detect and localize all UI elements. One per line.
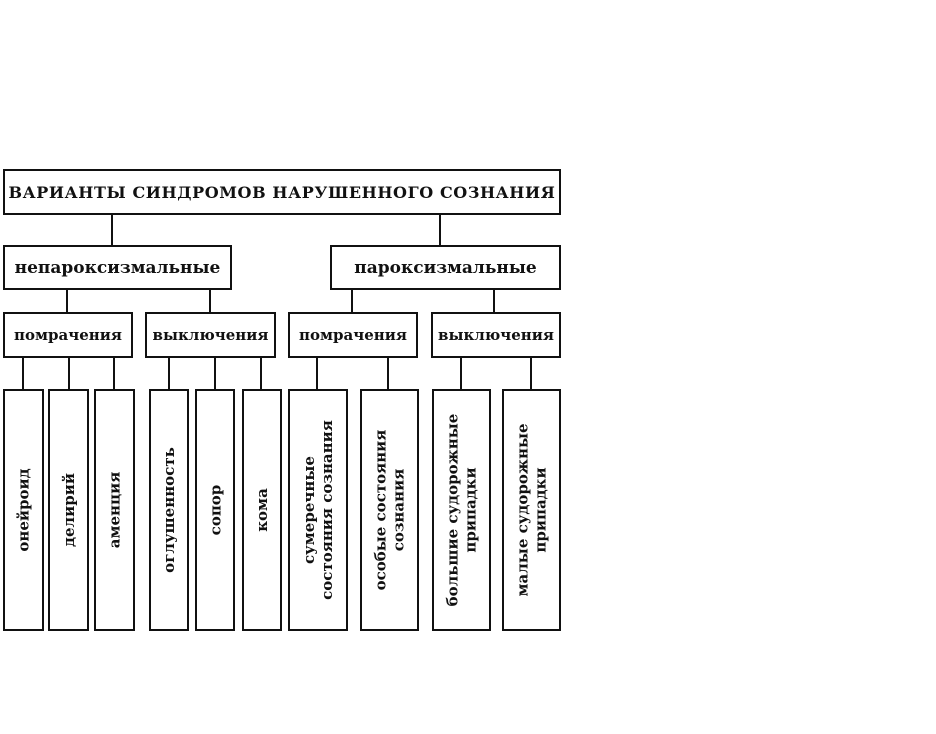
leaf-sopor-text: сопор [206,484,224,536]
connector-parox-r [493,289,495,312]
subgroup-parox-shutdown-label: выключения [438,326,554,344]
leaf-stupefaction [149,389,189,631]
subgroup-parox-clouding-label: помрачения [299,326,407,344]
group-nonparoxysmal [3,245,232,290]
leaf-petit-mal-seizures-line1: малые судорожные [513,423,532,597]
leaf-twilight-states [288,389,348,631]
leaf-delirium-text: делирий [59,473,78,547]
connector-leaf-4 [168,357,170,389]
subgroup-nonparox-shutdown [145,312,276,358]
diagram-title-text: ВАРИАНТЫ СИНДРОМОВ НАРУШЕННОГО СОЗНАНИЯ [8,182,556,202]
leaf-oneiroid [3,389,44,631]
leaf-amentia [94,389,135,631]
leaf-petit-mal-seizures-line2: припадки [531,467,550,553]
subgroup-nonparox-clouding [3,312,133,358]
connector-leaf-3 [113,357,115,389]
leaf-special-states-text [372,430,408,591]
leaf-special-states [360,389,419,631]
group-paroxysmal-label: пароксизмальные [354,257,537,278]
leaf-grand-mal-seizures-line2: припадки [461,467,480,553]
connector-leaf-9 [460,357,462,389]
connector-leaf-2 [68,357,70,389]
leaf-twilight-states-line1: сумеречные [300,456,318,564]
connector-leaf-7 [316,357,318,389]
leaf-special-states-line1: особые состояния [371,429,390,591]
leaf-twilight-states-line2: состояния сознания [318,420,336,600]
subgroup-nonparox-shutdown-label: выключения [152,326,269,344]
connector-nonparox-r [209,289,211,312]
diagram-title [3,169,561,215]
subgroup-nonparox-clouding-label: помрачения [14,326,122,344]
connector-leaf-1 [22,357,24,389]
connector-title-left [111,214,113,245]
connector-title-right [439,214,441,245]
leaf-coma-text: кома [253,488,271,532]
leaf-special-states-line2: сознания [389,468,408,552]
leaf-oneiroid-text: онейроид [14,468,33,552]
connector-leaf-5 [214,357,216,389]
leaf-grand-mal-seizures-line1: большие судорожные [443,413,462,607]
group-paroxysmal [330,245,561,290]
group-nonparoxysmal-label: непароксизмальные [14,257,221,278]
leaf-grand-mal-seizures-text [444,414,480,607]
connector-leaf-8 [387,357,389,389]
connector-parox-l [351,289,353,312]
leaf-stupefaction-text: оглушенность [160,447,178,573]
leaf-petit-mal-seizures [502,389,561,631]
leaf-coma [242,389,282,631]
leaf-twilight-states-text [300,420,336,600]
connector-nonparox-l [66,289,68,312]
connector-leaf-6 [260,357,262,389]
leaf-delirium [48,389,89,631]
subgroup-parox-clouding [288,312,418,358]
leaf-petit-mal-seizures-text [514,423,550,596]
connector-leaf-10 [530,357,532,389]
leaf-sopor [195,389,235,631]
leaf-amentia-text: аменция [105,471,124,549]
subgroup-parox-shutdown [431,312,561,358]
leaf-grand-mal-seizures [432,389,491,631]
